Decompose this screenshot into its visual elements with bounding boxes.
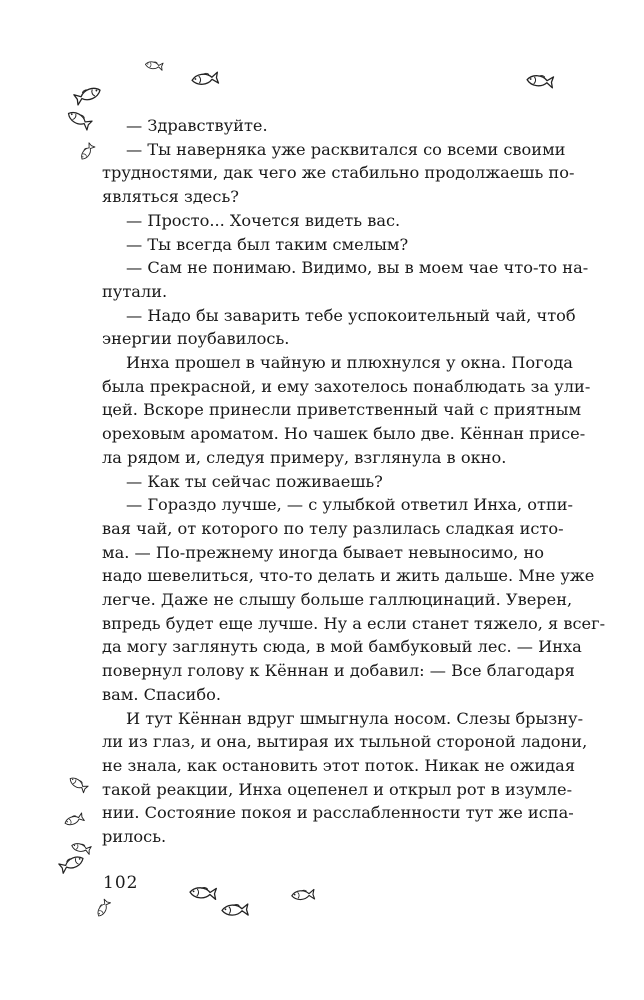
text-line: — Просто... Хочется видеть вас. [126, 210, 401, 230]
paragraph [102, 493, 606, 706]
fish-icon [92, 897, 113, 921]
text-line: впредь будет еще лучше. Ну а если станет тяжело, я всег- [102, 613, 606, 633]
paragraph [102, 304, 576, 351]
text-line: рилось. [102, 827, 167, 847]
paragraph [102, 209, 542, 233]
fish-icon [290, 887, 317, 903]
text-line: — Ты наверняка уже расквитался со всеми своими [126, 139, 566, 159]
text-line: такой реакции, Инха оцепенел и открыл рот в изумле- [102, 779, 573, 799]
text-line: не знала, как остановить этот поток. Никак не ожидая [102, 755, 576, 775]
page-number: 102 [103, 873, 139, 893]
text-line: повернул голову к Кённан и добавил: — Все благодаря [102, 661, 575, 681]
text-line: вая чай, от которого по телу разлилась сладкая исто- [102, 518, 564, 538]
text-line: трудностями, дак чего же стабильно продолжаешь по- [102, 163, 575, 183]
paragraph [102, 707, 588, 849]
text-line: путали. [102, 281, 168, 301]
fish-icon [524, 71, 556, 90]
text-line: являться здесь? [102, 187, 239, 207]
text-line: ла рядом и, следуя примеру, взглянула в окно. [102, 447, 507, 467]
paragraph [102, 114, 542, 138]
paragraph [102, 138, 575, 209]
text-line: Инха прошел в чайную и плюхнулся у окна. Погода [126, 353, 573, 373]
text-line: вам. Спасибо. [102, 684, 221, 704]
text-line: — Надо бы заварить тебе успокоительный чай, чтоб [126, 305, 576, 325]
text-line: энергии поубавилось. [102, 329, 290, 349]
text-line: — Гораздо лучше, — с улыбкой ответил Инха, отпи- [126, 495, 573, 515]
text-line: надо шевелиться, что-то делать и жить дальше. Мне уже [102, 566, 595, 586]
paragraph [102, 351, 591, 470]
text-line: И тут Кённан вдруг шмыгнула носом. Слезы брызну- [126, 708, 584, 728]
text-line: ли из глаз, и она, вытирая их тыльной стороной ладони, [102, 732, 588, 752]
fish-icon [71, 82, 105, 108]
text-line: — Как ты сейчас поживаешь? [126, 471, 383, 491]
text-line: была прекрасной, и ему захотелось понаблюдать за ули- [102, 376, 591, 396]
fish-icon [76, 140, 97, 163]
body-text [102, 114, 606, 849]
text-line: легче. Даже не слышу больше галлюцинаций. Уверен, [102, 590, 573, 610]
fish-icon [220, 901, 251, 918]
fish-icon [187, 884, 218, 902]
fish-icon [189, 69, 221, 88]
text-line: да могу заглянуть сюда, в мой бамбуковый лес. — Инха [102, 637, 582, 657]
text-line: цей. Вскоре принесли приветственный чай с приятным [102, 400, 582, 420]
text-line: — Здравствуйте. [126, 116, 268, 135]
paragraph [102, 256, 589, 303]
paragraph [102, 470, 542, 494]
paragraph [102, 233, 542, 257]
text-line: ореховым ароматом. Но чашек было две. Кённан присе- [102, 424, 586, 444]
fish-icon [63, 106, 95, 133]
text-line: — Сам не понимаю. Видимо, вы в моем чае что-то на- [126, 258, 589, 278]
fish-icon [56, 851, 88, 876]
text-line: — Ты всегда был таким смелым? [126, 234, 409, 254]
text-line: нии. Состояние покоя и расслабленности тут же испа- [102, 803, 574, 823]
fish-icon [143, 59, 164, 73]
text-line: ма. — По-прежнему иногда бывает невыносимо, но [102, 542, 545, 562]
